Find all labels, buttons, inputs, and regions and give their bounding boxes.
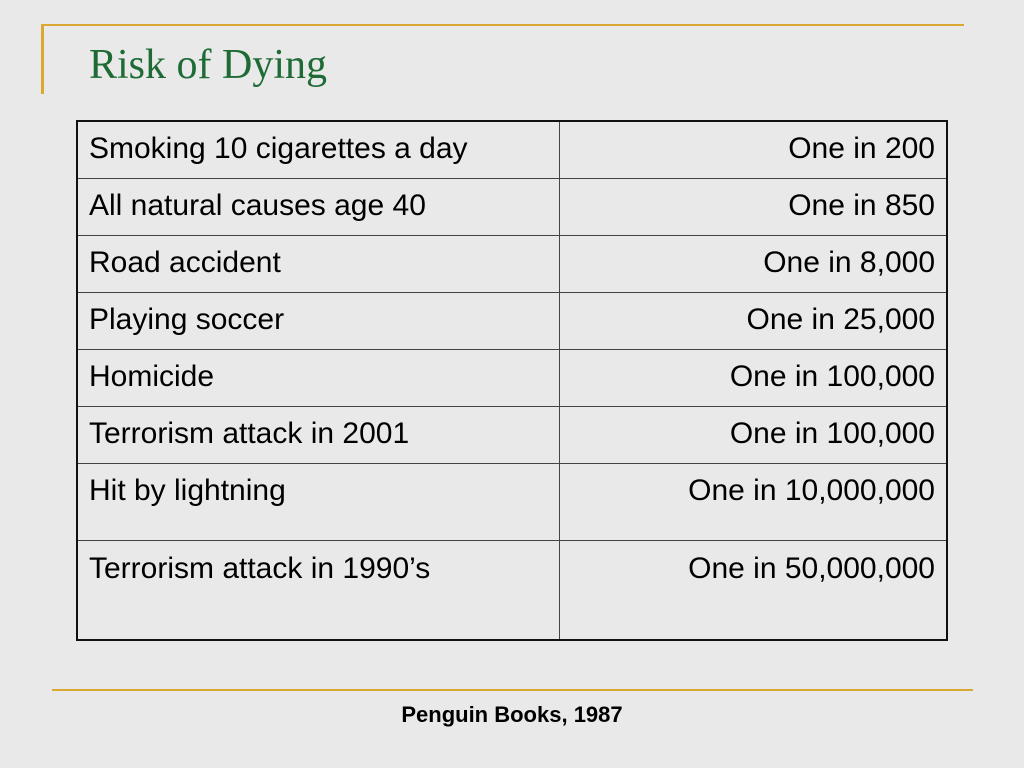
activity-cell: Terrorism attack in 2001 xyxy=(77,406,559,463)
table-row xyxy=(77,121,947,178)
odds-cell: One in 8,000 xyxy=(559,235,947,292)
table-row xyxy=(77,406,947,463)
activity-cell: Playing soccer xyxy=(77,292,559,349)
table-row xyxy=(77,292,947,349)
slide-title: Risk of Dying xyxy=(89,42,328,88)
top-divider-line xyxy=(41,24,964,26)
odds-cell: One in 100,000 xyxy=(559,406,947,463)
left-accent-line xyxy=(41,24,44,94)
odds-cell: One in 850 xyxy=(559,178,947,235)
activity-cell: Road accident xyxy=(77,235,559,292)
activity-cell: Hit by lightning xyxy=(77,463,559,540)
table-row xyxy=(77,540,947,640)
odds-cell: One in 50,000,000 xyxy=(559,540,947,640)
table-row xyxy=(77,178,947,235)
bottom-divider-line xyxy=(52,689,973,691)
odds-cell: One in 10,000,000 xyxy=(559,463,947,540)
activity-cell: Smoking 10 cigarettes a day xyxy=(77,121,559,178)
risk-table xyxy=(76,120,948,641)
odds-cell: One in 100,000 xyxy=(559,349,947,406)
activity-cell: Terrorism attack in 1990’s xyxy=(77,540,559,640)
table-row xyxy=(77,463,947,540)
activity-cell: Homicide xyxy=(77,349,559,406)
table-row xyxy=(77,235,947,292)
source-caption: Penguin Books, 1987 xyxy=(401,702,623,727)
activity-cell: All natural causes age 40 xyxy=(77,178,559,235)
odds-cell: One in 25,000 xyxy=(559,292,947,349)
odds-cell: One in 200 xyxy=(559,121,947,178)
table-row xyxy=(77,349,947,406)
